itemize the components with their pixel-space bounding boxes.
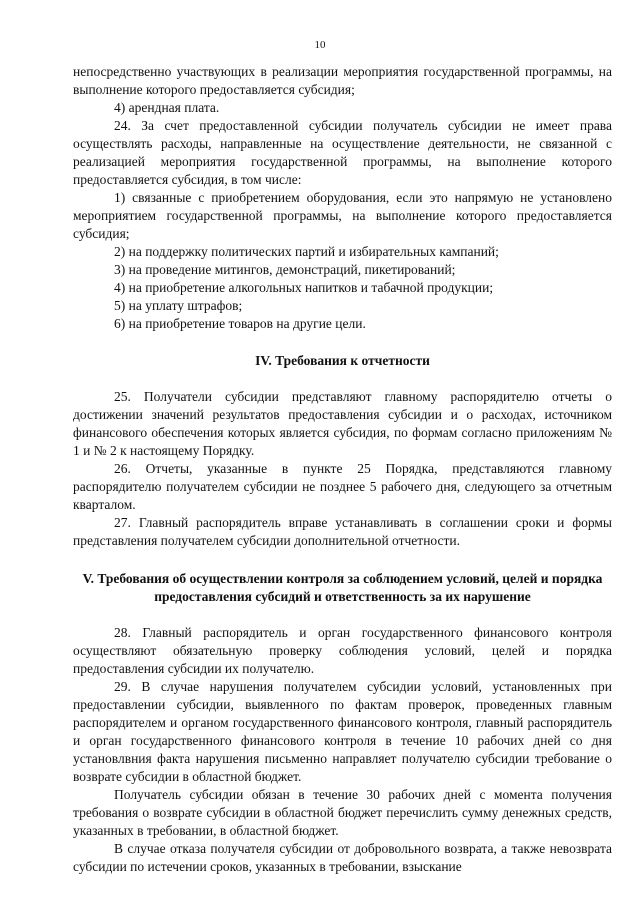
- list-item: 1) связанные с приобретением оборудования, если это напрямую не установлено мероприятием государственной программы, на выполнение которого предоставляется субсидия;: [73, 190, 612, 241]
- list-item: 2) на поддержку политических партий и избирательных кампаний;: [114, 244, 499, 259]
- list-item: 5) на уплату штрафов;: [114, 298, 243, 313]
- list-item: 6) на приобретение товаров на другие цели.: [114, 316, 366, 331]
- section-heading: V. Требования об осуществлении контроля за соблюдением условий, целей и порядка предоставления субсидий и ответственность за их нарушение: [82, 571, 603, 604]
- paragraph: 24. За счет предоставленной субсидии получатель субсидии не имеет права осуществлять расходы, направленные на осуществление деятельности, не связанной с реализацией мероприятия государственной программы, на выполнение которого предоставляется субсидия, в том числе:: [73, 118, 612, 187]
- paragraph: 29. В случае нарушения получателем субсидии условий, установленных при предоставлении субсидии, выявленного по фактам проверок, проведенных главным распорядителем и органом государственного финансового контроля, главный распорядитель и орган государственного финансового контроля в течение 10 рабочих дней со дня установлвния факта нарушения письменно направляет получателю субсидии требование о возврате субсидии в областной бюджет.: [73, 679, 612, 784]
- paragraph: 25. Получатели субсидии представляют главному распорядителю отчеты о достижении значений результатов предоставления субсидии и о расходах, источником финансового обеспечения которых является субсидия, по формам согласно приложениям № 1 и № 2 к настоящему Порядку.: [73, 389, 612, 458]
- list-item: 3) на проведение митингов, демонстраций, пикетирований;: [114, 262, 456, 277]
- paragraph: Получатель субсидии обязан в течение 30 рабочих дней с момента получения требования о возврате субсидии в областной бюджет перечислить сумму денежных средств, указанных в требовании, в областной бюджет.: [73, 787, 612, 838]
- paragraph: В случае отказа получателя субсидии от добровольного возврата, а также невозврата субсидии по истечении сроков, указанных в требовании, взыскание: [73, 841, 612, 874]
- list-item: 4) арендная плата.: [114, 100, 220, 115]
- paragraph: 26. Отчеты, указанные в пункте 25 Порядка, представляются главному распорядителю получателем субсидии не позднее 5 рабочего дня, следующего за отчетным кварталом.: [73, 461, 612, 512]
- page-number: 10: [314, 39, 326, 51]
- section-heading: IV. Требования к отчетности: [255, 353, 430, 368]
- document-body: [73, 63, 612, 876]
- paragraph: 27. Главный распорядитель вправе устанавливать в соглашении сроки и формы представления получателем субсидии дополнительной отчетности.: [73, 515, 612, 548]
- paragraph: 28. Главный распорядитель и орган государственного финансового контроля осуществляют обязательную проверку соблюдения условий, целей и порядка предоставления субсидии их получателю.: [73, 625, 612, 676]
- paragraph: непосредственно участвующих в реализации мероприятия государственной программы, на выполнение которого предоставляется субсидия;: [73, 64, 612, 97]
- list-item: 4) на приобретение алкогольных напитков и табачной продукции;: [114, 280, 494, 295]
